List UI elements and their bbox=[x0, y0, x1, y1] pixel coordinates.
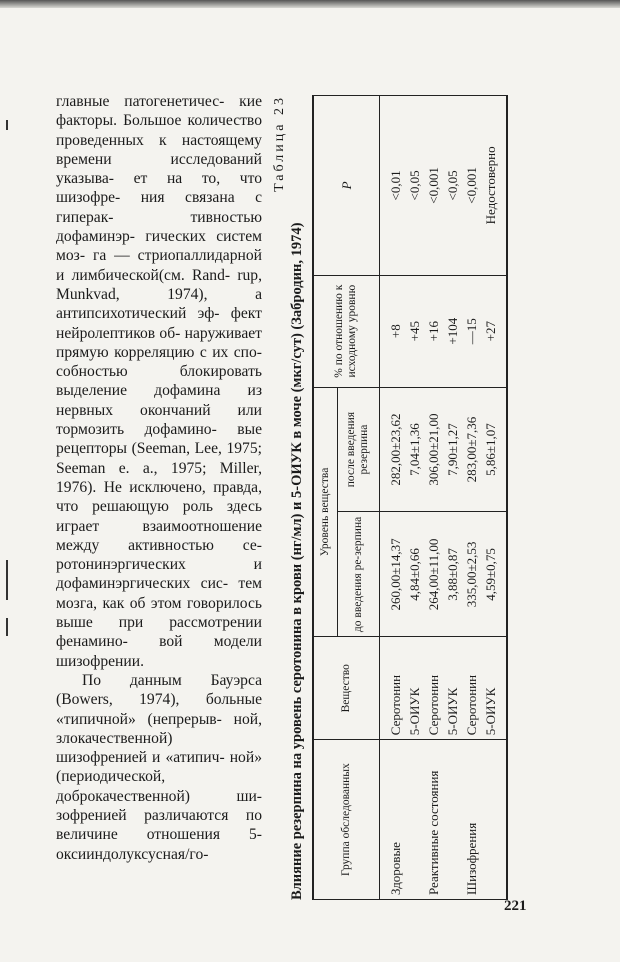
text-line: и лимбической(см. Rand- bbox=[56, 266, 231, 284]
text-line: 5-оксииндолуксусная/го- bbox=[56, 826, 262, 863]
cell-before: 4,84±0,66 bbox=[405, 512, 424, 637]
cell-p: <0,05 bbox=[443, 96, 462, 276]
cell-substance: 5-ОИУК bbox=[405, 637, 424, 740]
text-line: тем мозга, как об этом bbox=[56, 575, 262, 612]
scan-margin-mark bbox=[6, 560, 8, 600]
cell-percent: +104 bbox=[443, 275, 462, 387]
text-line: По данным Бауэрса bbox=[82, 671, 262, 689]
paragraph-1 bbox=[56, 92, 262, 671]
cell-p: <0,001 bbox=[462, 96, 481, 276]
text-line: антипсихотический эф- bbox=[56, 305, 220, 323]
cell-before: 4,59±0,75 bbox=[481, 512, 507, 637]
header-after: после введения резерпина bbox=[337, 387, 379, 512]
text-line: исключено, правда, что bbox=[56, 478, 262, 516]
cell-before: 260,00±14,37 bbox=[379, 512, 405, 637]
cell-group bbox=[443, 740, 462, 900]
text-line: ет на то, что шизофре- bbox=[56, 170, 262, 207]
text-line: наруживает прямую bbox=[56, 324, 262, 361]
text-line: rup, Munkvad, 1974), а bbox=[56, 266, 262, 303]
table-caption: Влияние резерпина на уровень серотонина в крови (нг/мл) и 5-ОИУК в моче (мкг/сут) (Забродин, 1974) bbox=[289, 222, 305, 900]
text-line: дофаминэргических сис- bbox=[56, 575, 229, 593]
header-level: Уровень вещества bbox=[313, 387, 337, 637]
data-table bbox=[312, 95, 508, 900]
table-label: Таблица 23 bbox=[272, 95, 287, 192]
table-row bbox=[424, 96, 443, 900]
cell-group bbox=[405, 740, 424, 900]
text-line: собностью блокировать bbox=[56, 363, 262, 381]
text-line: главные патогенетичес- bbox=[56, 93, 225, 110]
paragraph-2 bbox=[56, 671, 262, 864]
cell-substance: Серотонин bbox=[424, 637, 443, 740]
body-text-column bbox=[56, 92, 262, 864]
text-line: кие факторы. Большое bbox=[56, 93, 262, 130]
text-line: гических систем моз- bbox=[56, 228, 262, 265]
text-line: говорилось выше при bbox=[56, 594, 262, 632]
cell-after: 306,00±21,00 bbox=[424, 387, 443, 512]
text-line: ной, злокачественной) bbox=[56, 710, 262, 747]
text-line: «типичной» (непрерыв- bbox=[56, 710, 222, 728]
scan-top-edge bbox=[0, 0, 620, 8]
scan-margin-mark bbox=[6, 618, 8, 636]
text-line: решающую роль здесь bbox=[92, 498, 262, 516]
page-number: 221 bbox=[504, 898, 527, 914]
cell-p: <0,01 bbox=[379, 96, 405, 276]
text-line: га — стриопаллидарной bbox=[92, 247, 262, 265]
text-line: исследований указыва- bbox=[56, 150, 262, 188]
text-line: 1975; Miller, 1976). Не bbox=[56, 459, 262, 496]
cell-substance: Серотонин bbox=[462, 637, 481, 740]
cell-group bbox=[481, 740, 507, 900]
text-line: ротонинэргических и bbox=[56, 556, 262, 574]
table-row bbox=[443, 96, 462, 900]
cell-substance: Серотонин bbox=[379, 637, 405, 740]
text-line: фект нейролептиков об- bbox=[56, 305, 262, 342]
table-body bbox=[379, 96, 507, 900]
table-row bbox=[462, 96, 481, 900]
cell-group: Шизофрения bbox=[462, 740, 481, 900]
cell-percent: —15 bbox=[462, 275, 481, 387]
table-row bbox=[405, 96, 424, 900]
text-line: рассмотрении фенамино- bbox=[56, 614, 262, 651]
cell-substance: 5-ОИУК bbox=[443, 637, 462, 740]
rotated-table-block bbox=[272, 95, 522, 900]
cell-percent: +16 bbox=[424, 275, 443, 387]
text-line: тормозить дофаминo- bbox=[56, 421, 217, 439]
cell-p: Недостоверно bbox=[481, 96, 507, 276]
text-line: играет взаимоотношение bbox=[56, 517, 262, 535]
text-line: тивностью дофаминэр- bbox=[56, 208, 262, 246]
cell-before: 3,88±0,87 bbox=[443, 512, 462, 637]
text-line: вой модели шизофрении. bbox=[56, 633, 262, 670]
cell-group: Здоровые bbox=[379, 740, 405, 900]
cell-after: 7,90±1,27 bbox=[443, 387, 462, 512]
text-line: количество проведенных bbox=[56, 112, 262, 149]
text-line: вые рецепторы (Seeman, bbox=[56, 421, 262, 458]
cell-percent: +27 bbox=[481, 275, 507, 387]
text-line: между активностью се- bbox=[56, 536, 262, 554]
text-line: шизофренией и «атипич- bbox=[56, 749, 225, 767]
cell-after: 5,86±1,07 bbox=[481, 387, 507, 512]
cell-group: Реактивные состояния bbox=[424, 740, 443, 900]
cell-percent: +8 bbox=[379, 275, 405, 387]
header-percent: % по отношению к исходному уровню bbox=[313, 275, 379, 387]
cell-after: 282,00±23,62 bbox=[379, 387, 405, 512]
header-p: P bbox=[313, 96, 379, 276]
cell-after: 7,04±1,36 bbox=[405, 387, 424, 512]
header-substance: Вещество bbox=[313, 637, 379, 740]
cell-before: 264,00±11,00 bbox=[424, 512, 443, 637]
scan-margin-mark bbox=[6, 120, 8, 130]
text-line: ния связана с гиперак- bbox=[56, 189, 262, 226]
header-before: до введения ре-зерпина bbox=[337, 512, 379, 637]
cell-p: <0,001 bbox=[424, 96, 443, 276]
cell-p: <0,05 bbox=[405, 96, 424, 276]
text-line: доброкачественной) ши- bbox=[56, 787, 262, 805]
header-group: Группа обследованных bbox=[313, 740, 379, 900]
text-line: корреляцию с их спо- bbox=[114, 343, 263, 361]
text-line: ной» (периодической, bbox=[56, 749, 262, 786]
text-line: зофренией различаются bbox=[56, 806, 229, 824]
text-line: Lee, 1975; Seeman e. a., bbox=[56, 440, 262, 477]
text-line: выделение дофамина из bbox=[56, 382, 262, 400]
cell-before: 335,00±2,53 bbox=[462, 512, 481, 637]
text-line: по величине отношения bbox=[56, 806, 262, 844]
text-line: нервных окончаний или bbox=[56, 401, 262, 419]
text-line: (Bowers, 1974), больные bbox=[56, 691, 262, 709]
cell-after: 283,00±7,36 bbox=[462, 387, 481, 512]
cell-percent: +45 bbox=[405, 275, 424, 387]
cell-substance: 5-ОИУК bbox=[481, 637, 507, 740]
table-row bbox=[379, 96, 405, 900]
text-line: к настоящему времени bbox=[56, 131, 262, 168]
table-row bbox=[481, 96, 507, 900]
